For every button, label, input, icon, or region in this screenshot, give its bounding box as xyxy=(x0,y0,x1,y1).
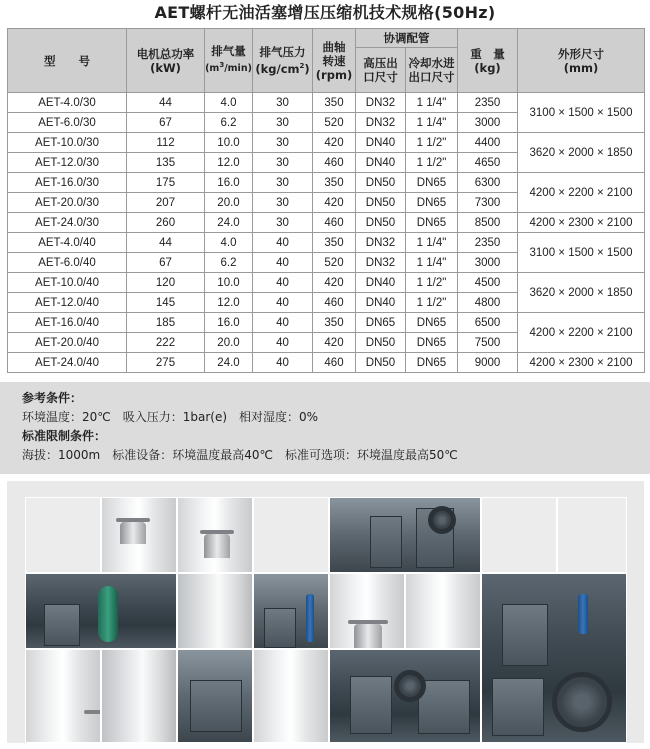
bottle-photo-tile xyxy=(329,573,405,649)
header-power-label: 电机总功率 xyxy=(136,46,195,61)
header-weight-label: 重 量 xyxy=(470,46,505,61)
header-speed-line1: 曲轴 xyxy=(322,39,346,54)
cell-fad: 24.0 xyxy=(205,213,253,233)
cell-model: AET-12.0/40 xyxy=(8,293,127,313)
header-piping: 协调配管 xyxy=(356,29,458,48)
cell-outlet: DN40 xyxy=(356,293,406,313)
bottle-photo-tile xyxy=(405,573,481,649)
compressor-photo-tile xyxy=(25,573,177,649)
cell-weight: 9000 xyxy=(458,353,518,373)
cell-speed: 520 xyxy=(313,253,356,273)
cell-speed: 460 xyxy=(313,213,356,233)
cell-power: 44 xyxy=(127,233,205,253)
header-weight-unit: (kg) xyxy=(474,60,501,75)
cell-model: AET-16.0/40 xyxy=(8,313,127,333)
compressor-photo-tile xyxy=(177,649,253,743)
cell-outlet: DN32 xyxy=(356,113,406,133)
cell-model: AET-16.0/30 xyxy=(8,173,127,193)
cell-speed: 520 xyxy=(313,113,356,133)
header-pressure xyxy=(253,29,313,93)
table-row xyxy=(8,353,645,373)
cell-speed: 420 xyxy=(313,133,356,153)
cell-power: 222 xyxy=(127,333,205,353)
cell-model: AET-20.0/40 xyxy=(8,333,127,353)
cell-power: 275 xyxy=(127,353,205,373)
table-row xyxy=(8,173,645,193)
cell-dimensions: 3100 × 1500 × 1500 xyxy=(518,233,645,273)
cell-cooling: DN65 xyxy=(406,193,458,213)
compressor-photo-tile xyxy=(329,649,481,743)
header-outlet-line1: 高压出 xyxy=(363,56,398,70)
cell-cooling: DN65 xyxy=(406,333,458,353)
header-dimensions xyxy=(518,29,645,93)
cell-pressure: 40 xyxy=(253,233,313,253)
bottle-photo-tile xyxy=(101,497,177,573)
cell-pressure: 30 xyxy=(253,173,313,193)
table-row xyxy=(8,213,645,233)
header-power xyxy=(127,29,205,93)
header-fad-unit: $(m^3/\min)$ xyxy=(205,61,252,75)
cell-dimensions: 4200 × 2200 × 2100 xyxy=(518,313,645,353)
cell-power: 175 xyxy=(127,173,205,193)
cell-outlet: DN50 xyxy=(356,173,406,193)
bottle-photo-tile xyxy=(253,649,329,743)
cell-fad: 6.2 xyxy=(205,253,253,273)
header-weight xyxy=(458,29,518,93)
cell-weight: 4650 xyxy=(458,153,518,173)
cell-power: 145 xyxy=(127,293,205,313)
header-fad xyxy=(205,29,253,93)
cell-weight: 8500 xyxy=(458,213,518,233)
photo-tile xyxy=(557,497,627,573)
cell-fad: 10.0 xyxy=(205,273,253,293)
cell-outlet: DN50 xyxy=(356,333,406,353)
cell-power: 207 xyxy=(127,193,205,213)
cell-pressure: 30 xyxy=(253,213,313,233)
cell-weight: 7500 xyxy=(458,333,518,353)
header-pressure-label: 排气压力 xyxy=(259,45,306,60)
cell-outlet: DN32 xyxy=(356,93,406,113)
cell-pressure: 40 xyxy=(253,333,313,353)
header-pressure-unit: $(kg/cm^2)$ xyxy=(255,61,310,76)
cell-fad: 10.0 xyxy=(205,133,253,153)
cell-cooling: 1 1/2" xyxy=(406,293,458,313)
cell-fad: 12.0 xyxy=(205,293,253,313)
cell-outlet: DN50 xyxy=(356,193,406,213)
cell-outlet: DN32 xyxy=(356,253,406,273)
compressor-photo-tile xyxy=(253,573,329,649)
cell-cooling: 1 1/2" xyxy=(406,153,458,173)
cell-cooling: 1 1/4" xyxy=(406,113,458,133)
cell-outlet: DN50 xyxy=(356,353,406,373)
cell-fad: 20.0 xyxy=(205,333,253,353)
photo-tile xyxy=(253,497,329,573)
cell-power: 44 xyxy=(127,93,205,113)
cell-pressure: 30 xyxy=(253,93,313,113)
cell-cooling: DN65 xyxy=(406,313,458,333)
cell-cooling: 1 1/4" xyxy=(406,233,458,253)
cell-power: 67 xyxy=(127,113,205,133)
header-cooling-line2: 出口尺寸 xyxy=(408,70,455,84)
table-row xyxy=(8,313,645,333)
cell-fad: 16.0 xyxy=(205,173,253,193)
page-title: AET螺杆无油活塞增压压缩机技术规格(50Hz) xyxy=(154,3,496,22)
cell-cooling: DN65 xyxy=(406,353,458,373)
cell-pressure: 30 xyxy=(253,153,313,173)
photo-tile xyxy=(481,497,557,573)
cell-speed: 460 xyxy=(313,353,356,373)
cell-speed: 420 xyxy=(313,273,356,293)
reference-heading: 参考条件： xyxy=(22,391,83,405)
header-fad-label: 排气量 xyxy=(211,44,246,59)
cell-model: AET-10.0/30 xyxy=(8,133,127,153)
cell-weight: 2350 xyxy=(458,233,518,253)
cell-pressure: 40 xyxy=(253,253,313,273)
header-dimensions-unit: (mm) xyxy=(563,60,599,75)
cell-weight: 4800 xyxy=(458,293,518,313)
header-cooling xyxy=(406,48,458,93)
cell-outlet: DN40 xyxy=(356,153,406,173)
cell-dimensions: 3620 × 2000 × 1850 xyxy=(518,273,645,313)
cell-dimensions: 4200 × 2300 × 2100 xyxy=(518,353,645,373)
header-speed xyxy=(313,29,356,93)
cell-pressure: 40 xyxy=(253,293,313,313)
limits-heading: 标准限制条件： xyxy=(22,429,107,443)
cell-weight: 3000 xyxy=(458,113,518,133)
cell-fad: 24.0 xyxy=(205,353,253,373)
cell-speed: 350 xyxy=(313,233,356,253)
cell-cooling: 1 1/4" xyxy=(406,253,458,273)
cell-power: 185 xyxy=(127,313,205,333)
cell-fad: 16.0 xyxy=(205,313,253,333)
cell-power: 67 xyxy=(127,253,205,273)
cell-cooling: 1 1/4" xyxy=(406,93,458,113)
cell-weight: 7300 xyxy=(458,193,518,213)
cell-power: 112 xyxy=(127,133,205,153)
cell-cooling: DN65 xyxy=(406,213,458,233)
conditions-panel xyxy=(0,382,650,474)
header-speed-line2: 转速 xyxy=(322,53,346,68)
cell-weight: 6300 xyxy=(458,173,518,193)
header-cooling-line1: 冷却水进 xyxy=(408,56,455,70)
header-outlet-line2: 口尺寸 xyxy=(363,70,398,84)
spec-table xyxy=(7,28,645,373)
cell-dimensions: 4200 × 2200 × 2100 xyxy=(518,173,645,213)
cell-pressure: 40 xyxy=(253,313,313,333)
cell-speed: 350 xyxy=(313,173,356,193)
table-row xyxy=(8,233,645,253)
photo-tile xyxy=(25,497,101,573)
table-row xyxy=(8,93,645,113)
cell-speed: 350 xyxy=(313,93,356,113)
cell-outlet: DN40 xyxy=(356,133,406,153)
cell-pressure: 30 xyxy=(253,113,313,133)
cell-speed: 460 xyxy=(313,153,356,173)
cell-speed: 460 xyxy=(313,293,356,313)
cell-pressure: 30 xyxy=(253,133,313,153)
cell-power: 120 xyxy=(127,273,205,293)
cell-model: AET-24.0/40 xyxy=(8,353,127,373)
compressor-photo-tile xyxy=(481,573,627,743)
reference-conditions: 环境温度：20℃ 吸入压力：1bar(e) 相对湿度：0% xyxy=(22,410,319,424)
cell-model: AET-12.0/30 xyxy=(8,153,127,173)
cell-speed: 420 xyxy=(313,193,356,213)
cell-outlet: DN65 xyxy=(356,313,406,333)
cell-outlet: DN32 xyxy=(356,233,406,253)
compressor-photo-tile xyxy=(329,497,481,573)
cell-model: AET-10.0/40 xyxy=(8,273,127,293)
cell-model: AET-20.0/30 xyxy=(8,193,127,213)
cell-model: AET-4.0/30 xyxy=(8,93,127,113)
bottle-photo-tile xyxy=(25,649,101,743)
cell-fad: 20.0 xyxy=(205,193,253,213)
header-power-unit: (kW) xyxy=(150,60,181,75)
cell-model: AET-4.0/40 xyxy=(8,233,127,253)
cell-power: 135 xyxy=(127,153,205,173)
cell-outlet: DN50 xyxy=(356,213,406,233)
bottle-photo-tile xyxy=(177,573,253,649)
cell-outlet: DN40 xyxy=(356,273,406,293)
cell-dimensions: 3620 × 2000 × 1850 xyxy=(518,133,645,173)
cell-cooling: DN65 xyxy=(406,173,458,193)
product-photo-collage xyxy=(7,481,644,743)
cell-weight: 4400 xyxy=(458,133,518,153)
cell-speed: 420 xyxy=(313,333,356,353)
cell-weight: 3000 xyxy=(458,253,518,273)
cell-weight: 2350 xyxy=(458,93,518,113)
cell-power: 260 xyxy=(127,213,205,233)
cell-fad: 6.2 xyxy=(205,113,253,133)
cell-model: AET-6.0/30 xyxy=(8,113,127,133)
cell-fad: 12.0 xyxy=(205,153,253,173)
cell-dimensions: 4200 × 2300 × 2100 xyxy=(518,213,645,233)
table-row xyxy=(8,133,645,153)
cell-pressure: 40 xyxy=(253,353,313,373)
cell-pressure: 40 xyxy=(253,273,313,293)
cell-fad: 4.0 xyxy=(205,233,253,253)
cell-cooling: 1 1/2" xyxy=(406,133,458,153)
cell-weight: 6500 xyxy=(458,313,518,333)
cell-cooling: 1 1/2" xyxy=(406,273,458,293)
cell-fad: 4.0 xyxy=(205,93,253,113)
header-outlet xyxy=(356,48,406,93)
bottle-photo-tile xyxy=(101,649,177,743)
cell-speed: 350 xyxy=(313,313,356,333)
header-dimensions-label: 外形尺寸 xyxy=(558,46,604,61)
header-model: 型 号 xyxy=(8,29,127,93)
cell-weight: 4500 xyxy=(458,273,518,293)
header-speed-unit: (rpm) xyxy=(315,67,353,82)
table-row xyxy=(8,273,645,293)
cell-model: AET-6.0/40 xyxy=(8,253,127,273)
cell-dimensions: 3100 × 1500 × 1500 xyxy=(518,93,645,133)
cell-pressure: 30 xyxy=(253,193,313,213)
limits-conditions: 海拔：1000m 标准设备：环境温度最高40℃ 标准可选项：环境温度最高50℃ xyxy=(22,448,458,462)
cell-model: AET-24.0/30 xyxy=(8,213,127,233)
bottle-photo-tile xyxy=(177,497,253,573)
